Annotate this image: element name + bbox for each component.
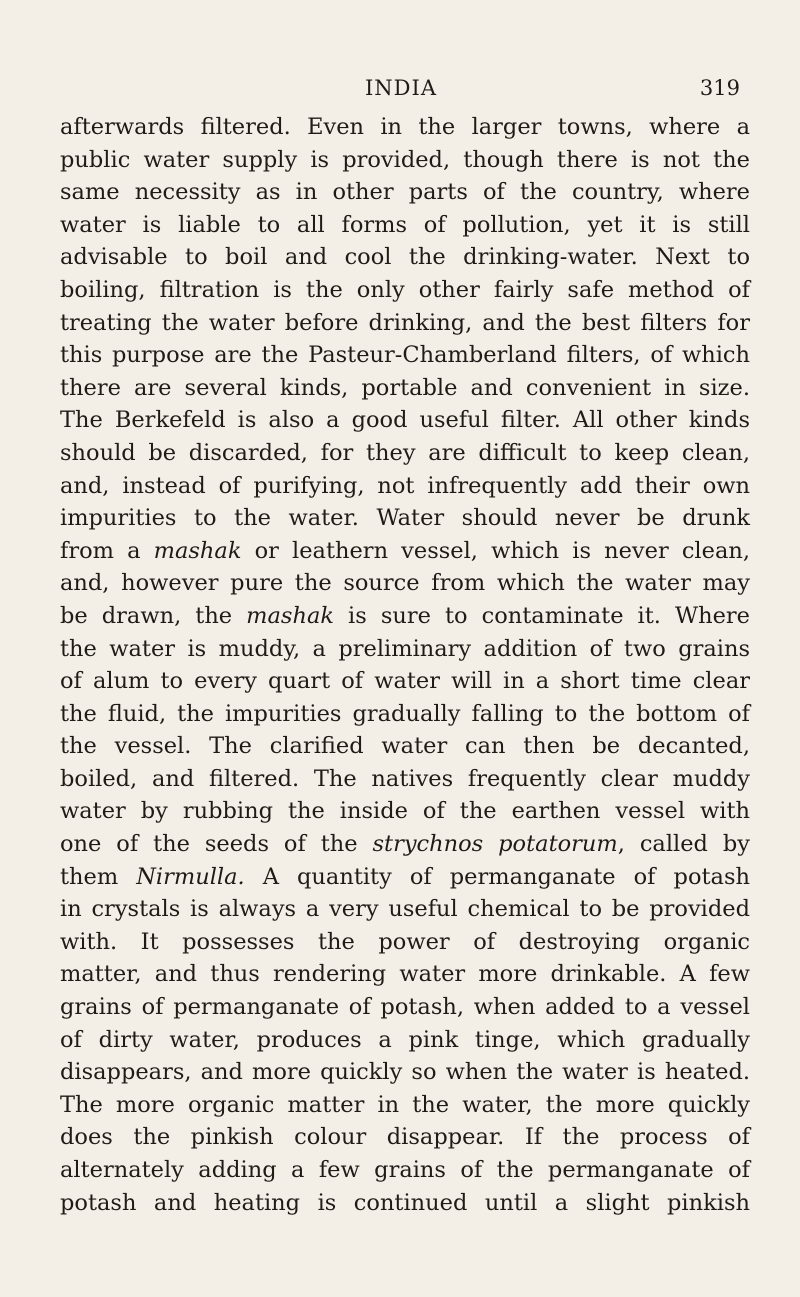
text-line [60, 1154, 750, 1187]
text-segment: potash and heating is continued until a slight pinkish [60, 1189, 750, 1216]
text-segment: does the pinkish colour disappear. If the process of [60, 1124, 750, 1151]
text-segment: impurities to the water. Water should never be drunk [60, 505, 750, 532]
text-line [60, 763, 750, 796]
text-line [60, 176, 750, 209]
text-segment: the fluid, the impurities gradually falling to the bottom of [60, 700, 750, 727]
text-line [60, 1187, 750, 1220]
text-segment: matter, and thus rendering water more drinkable. A few [60, 961, 750, 988]
text-segment: public water supply is provided, though there is not the [60, 146, 750, 173]
text-segment: from a [60, 537, 154, 564]
text-segment: is sure to contaminate it. Where [334, 602, 750, 629]
text-segment: , called by [617, 831, 750, 858]
text-segment: there are several kinds, portable and convenient in size. [60, 374, 750, 401]
text-line [60, 372, 750, 405]
text-line [60, 1056, 750, 1089]
italic-term: Nirmulla. [136, 863, 245, 890]
text-line [60, 828, 750, 861]
text-segment: water by rubbing the inside of the earthen vessel with [60, 798, 750, 825]
text-segment: same necessity as in other parts of the country, where [60, 179, 750, 206]
text-segment: the vessel. The clarified water can then be decanted, [60, 733, 750, 760]
text-segment: boiled, and filtered. The natives frequently clear muddy [60, 765, 750, 792]
text-segment: The more organic matter in the water, the more quickly [60, 1091, 750, 1118]
text-line [60, 861, 750, 894]
text-line [60, 991, 750, 1024]
text-segment: of alum to every quart of water will in a short time clear [60, 668, 750, 695]
text-line [60, 893, 750, 926]
text-line [60, 1089, 750, 1122]
text-segment: in crystals is always a very useful chemical to be provided [60, 896, 750, 923]
page-header [62, 76, 740, 106]
text-segment: water is liable to all forms of pollution, yet it is still [60, 211, 750, 238]
text-segment: of dirty water, produces a pink tinge, which gradually [60, 1026, 750, 1053]
text-line [60, 535, 750, 568]
text-segment: and, instead of purifying, not infrequently add their own [60, 472, 750, 499]
text-segment: boiling, filtration is the only other fairly safe method of [60, 276, 750, 303]
text-segment: disappears, and more quickly so when the water is heated. [60, 1059, 750, 1086]
text-line [60, 437, 750, 470]
text-segment: afterwards filtered. Even in the larger towns, where a [60, 114, 750, 140]
text-segment: grains of permanganate of potash, when added to a vessel [60, 994, 750, 1021]
text-segment: advisable to boil and cool the drinking-water. Next to [60, 244, 750, 271]
text-line [60, 111, 750, 144]
text-line [60, 600, 750, 633]
text-segment: and, however pure the source from which the water may [60, 570, 750, 597]
text-line [60, 730, 750, 763]
text-segment: treating the water before drinking, and the best filters for [60, 309, 750, 336]
text-line [60, 665, 750, 698]
italic-term: mashak [246, 602, 335, 629]
text-line [60, 795, 750, 828]
text-line [60, 209, 750, 242]
italic-term: mashak [153, 537, 242, 564]
text-line [60, 633, 750, 666]
text-line [60, 307, 750, 340]
text-line [60, 567, 750, 600]
text-segment: the water is muddy, a preliminary addition of two grains [60, 635, 750, 662]
text-line [60, 470, 750, 503]
text-line [60, 1121, 750, 1154]
text-segment: be drawn, the [60, 602, 247, 629]
text-line [60, 1024, 750, 1057]
text-line [60, 404, 750, 437]
text-segment: one of the seeds of the [60, 831, 373, 858]
italic-term: strychnos potatorum [372, 831, 618, 858]
text-line [60, 274, 750, 307]
text-segment: this purpose are the Pasteur-Chamberland filters, of which [60, 342, 750, 369]
body-text [60, 111, 750, 1219]
text-line [60, 502, 750, 535]
text-line [60, 144, 750, 177]
text-line [60, 698, 750, 731]
text-segment: should be discarded, for they are difficult to keep clean, [60, 439, 750, 466]
text-segment: with. It possesses the power of destroying organic [60, 928, 750, 955]
text-line [60, 958, 750, 991]
text-segment: A quantity of permanganate of potash [244, 863, 750, 890]
text-line [60, 926, 750, 959]
text-segment: The Berkefeld is also a good useful filter. All other kinds [60, 407, 750, 434]
page-number: 319 [699, 76, 740, 100]
text-line [60, 241, 750, 274]
text-segment: them [60, 863, 137, 890]
running-title: INDIA [365, 76, 437, 100]
text-line [60, 339, 750, 372]
text-segment: or leathern vessel, which is never clean, [241, 537, 751, 564]
text-segment: alternately adding a few grains of the permanganate of [60, 1157, 750, 1183]
